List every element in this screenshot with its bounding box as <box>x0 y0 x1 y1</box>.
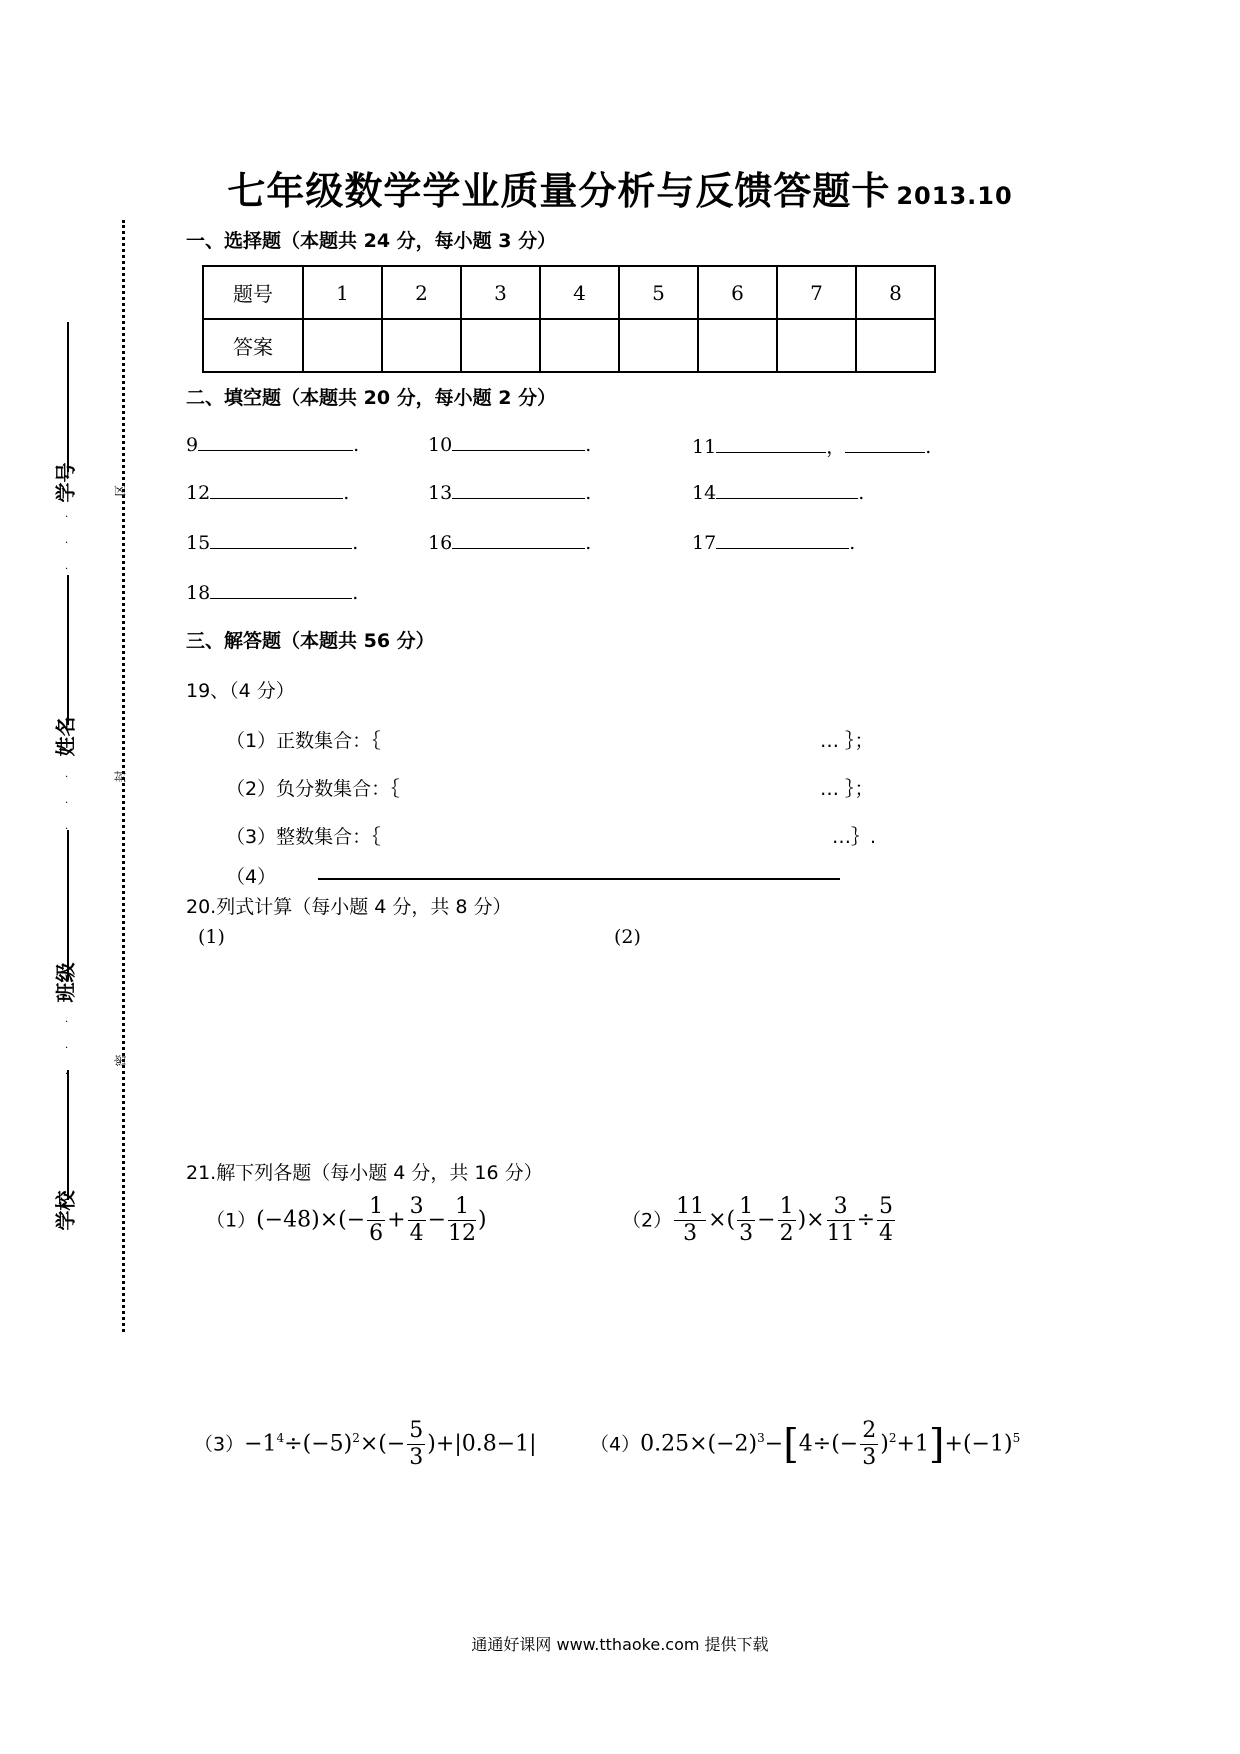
q21-part2-label: （2） <box>622 1209 673 1232</box>
answer-blank[interactable] <box>845 434 925 453</box>
period: . <box>352 532 359 554</box>
q20-part1: (1) <box>198 926 225 948</box>
fill-item-16 <box>428 530 591 554</box>
q19-end1: … ｝； <box>820 730 874 752</box>
answer-cell[interactable] <box>461 319 540 372</box>
period: . <box>343 482 350 504</box>
q19-part4: （4） <box>226 866 277 888</box>
item-number: 16 <box>428 532 453 554</box>
side-dots: · · · <box>65 772 69 835</box>
fill-item-10 <box>428 432 591 456</box>
table-cell: 5 <box>619 266 698 319</box>
period: . <box>925 436 932 458</box>
table-cell: 6 <box>698 266 777 319</box>
table-cell: 2 <box>382 266 461 319</box>
answer-blank[interactable] <box>210 530 352 549</box>
side-dots: · · · <box>65 512 69 575</box>
page-title <box>0 160 1240 215</box>
title-text: 七年级数学学业质量分析与反馈答题卡 <box>227 169 891 213</box>
answer-blank[interactable] <box>210 480 343 499</box>
school-line <box>67 1070 69 1200</box>
table-cell: 3 <box>461 266 540 319</box>
table-cell: 7 <box>777 266 856 319</box>
period: . <box>585 434 592 456</box>
seal-mark-2: 封 <box>113 770 128 783</box>
q21-expression-1: （1）(−48)×(− $\frac{1}{6}$ + $\frac{3}{4}$ − $\frac{1}{12}$ ) <box>206 1194 487 1246</box>
title-date: 2013.10 <box>896 182 1013 210</box>
item-number: 9 <box>186 434 199 456</box>
fill-item-18 <box>186 580 358 604</box>
item-number: 18 <box>186 582 211 604</box>
q19-part2: （2）负分数集合：｛ <box>226 778 400 800</box>
item-number: 13 <box>428 482 453 504</box>
q19-label: 19、（4 分） <box>186 680 295 702</box>
answer-blank[interactable] <box>198 432 353 451</box>
q19-part4-line[interactable] <box>318 878 840 880</box>
item-number: 17 <box>692 532 717 554</box>
item-number: 15 <box>186 532 211 554</box>
item-number: 10 <box>428 434 453 456</box>
answer-table <box>202 265 936 373</box>
answer-blank[interactable] <box>210 580 352 599</box>
student-id-line <box>67 322 69 472</box>
period: . <box>849 532 856 554</box>
answer-cell[interactable] <box>382 319 461 372</box>
q21-label: 21.解下列各题（每小题 4 分，共 16 分） <box>186 1162 543 1184</box>
seal-mark-3: 密 <box>113 1054 128 1067</box>
name-line <box>67 575 69 725</box>
q21-expression-2: （2） $\frac{11}{3}$ ×( $\frac{1}{3}$ − $\frac{1}{2}$ )× $\frac{3}{11}$ ÷ $\frac{5}{4}$ <box>622 1194 894 1246</box>
q19-part1: （1）正数集合：｛ <box>226 730 381 752</box>
fill-item-14 <box>692 480 864 504</box>
q20-label: 20.列式计算（每小题 4 分，共 8 分） <box>186 896 512 918</box>
row-label-number: 题号 <box>203 266 303 319</box>
answer-blank[interactable] <box>716 530 849 549</box>
q21-part3-label: （3） <box>194 1433 245 1456</box>
period: . <box>858 482 865 504</box>
section1-heading: 一、选择题（本题共 24 分，每小题 3 分） <box>186 230 557 252</box>
student-id-label: 学号 <box>53 462 78 503</box>
item-number: 12 <box>186 482 211 504</box>
table-row <box>203 266 935 319</box>
fill-item-13 <box>428 480 591 504</box>
item-number: 11 <box>692 436 717 458</box>
q21-expression-3: $(3)-1^4\div(-5)^2\times(-$ $\frac{5}{3}$ )+|0.8−1| <box>194 1418 537 1470</box>
fill-item-15 <box>186 530 358 554</box>
table-cell: 1 <box>303 266 382 319</box>
side-dots: · · · <box>65 1017 69 1080</box>
q21-part1-label: （1） <box>206 1209 257 1232</box>
period: . <box>353 434 360 456</box>
answer-blank[interactable] <box>716 434 826 453</box>
row-label-answer: 答案 <box>203 319 303 372</box>
answer-cell[interactable] <box>303 319 382 372</box>
fill-item-17 <box>692 530 855 554</box>
section2-heading: 二、填空题（本题共 20 分，每小题 2 分） <box>186 387 557 409</box>
name-label: 姓名 <box>53 716 78 757</box>
q21-expression-4: $(4)0.25\times(-2)^3-[4\div(-$ $\frac{2}{3}$ )$^2+1]+(-1)^5$ <box>590 1418 1021 1470</box>
period: . <box>352 582 359 604</box>
item-number: 14 <box>692 482 717 504</box>
fill-item-9 <box>186 432 359 456</box>
answer-blank[interactable] <box>452 432 585 451</box>
answer-cell[interactable] <box>856 319 935 372</box>
answer-blank[interactable] <box>452 530 585 549</box>
section3-heading: 三、解答题（本题共 56 分） <box>186 630 435 652</box>
seal-mark-1: 区 <box>113 484 128 497</box>
table-cell: 4 <box>540 266 619 319</box>
answer-cell[interactable] <box>540 319 619 372</box>
fill-item-11 <box>692 432 931 459</box>
q19-part3: （3）整数集合：｛ <box>226 826 381 848</box>
period: . <box>585 532 592 554</box>
class-label: 班级 <box>53 962 78 1003</box>
q19-end3: …｝. <box>832 826 877 848</box>
comma: ， <box>826 436 846 458</box>
table-row <box>203 319 935 372</box>
school-label: 学校 <box>53 1190 78 1231</box>
answer-cell[interactable] <box>777 319 856 372</box>
answer-blank[interactable] <box>452 480 585 499</box>
class-line <box>67 830 69 980</box>
footer-text: 通通好课网 www.tthaoke.com 提供下载 <box>471 1635 769 1654</box>
answer-blank[interactable] <box>716 480 858 499</box>
table-cell: 8 <box>856 266 935 319</box>
q21-part4-label: （4） <box>590 1433 641 1456</box>
answer-cell[interactable] <box>698 319 777 372</box>
q19-end2: … ｝； <box>820 778 874 800</box>
q20-part2: (2) <box>614 926 641 948</box>
fill-item-12 <box>186 480 349 504</box>
period: . <box>585 482 592 504</box>
answer-cell[interactable] <box>619 319 698 372</box>
